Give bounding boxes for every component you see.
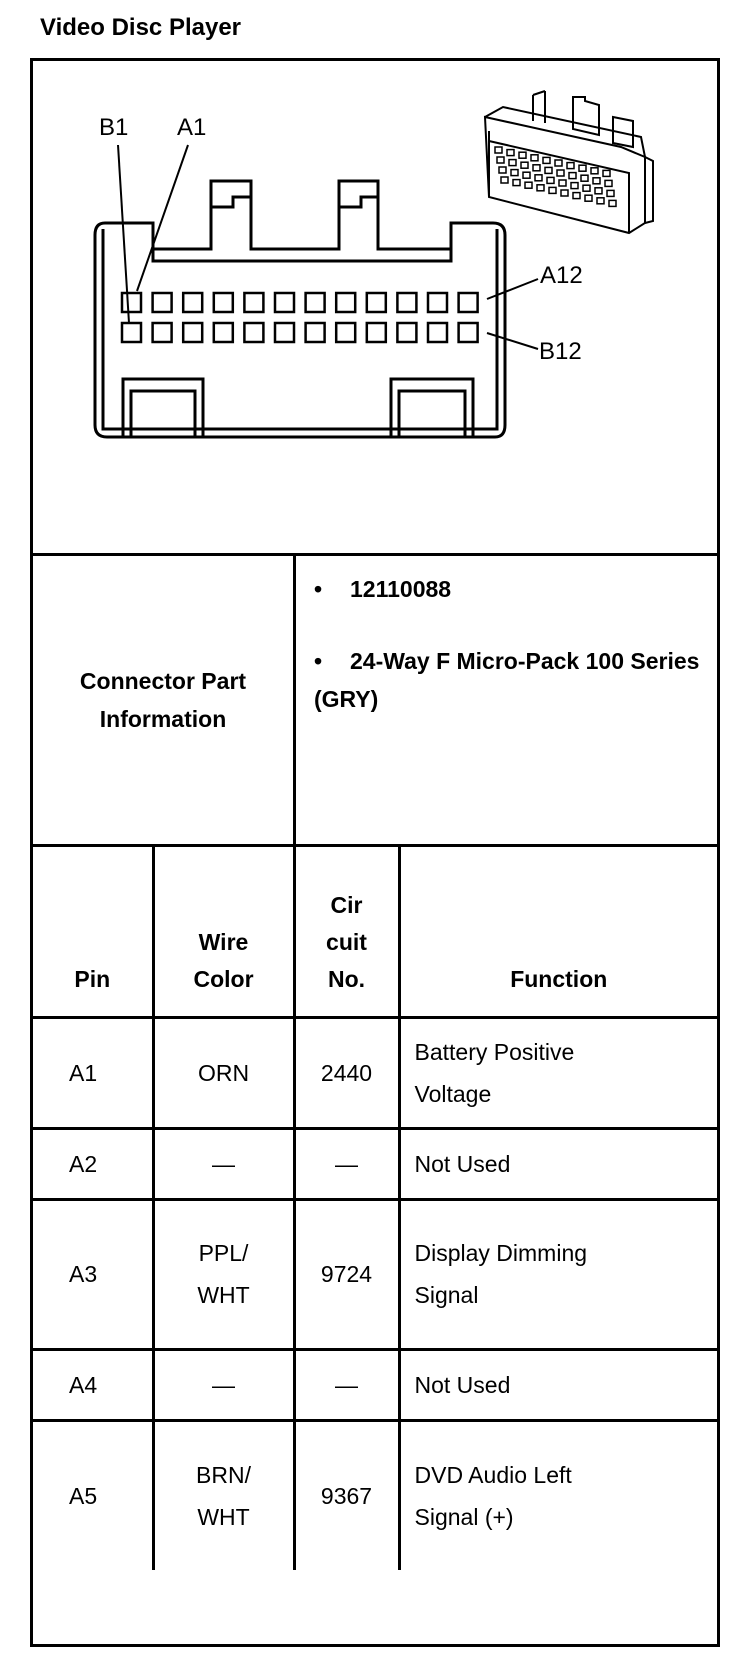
circuit-cell: — — [294, 1349, 399, 1420]
table-row — [33, 1349, 717, 1420]
perspective-pin — [559, 180, 566, 186]
housing-outline — [95, 181, 505, 437]
pin-cavity — [244, 323, 263, 342]
pin-cavity — [428, 323, 447, 342]
perspective-pin — [533, 165, 540, 171]
perspective-pin — [543, 157, 550, 163]
label-b1: B1 — [99, 114, 129, 141]
part-number-item — [314, 570, 704, 608]
pin-cavity — [153, 323, 172, 342]
perspective-pin — [591, 168, 598, 174]
pin-cavity — [183, 293, 202, 312]
leader-a1 — [137, 145, 188, 291]
pin-cavity — [214, 293, 233, 312]
perspective-pin — [605, 180, 612, 186]
pin-cavity — [153, 293, 172, 312]
bullet-dot: • — [314, 648, 323, 674]
connector-info-values-cell — [296, 556, 717, 844]
pin-cavity — [214, 323, 233, 342]
table-row — [33, 1199, 717, 1349]
perspective-pin — [497, 157, 504, 163]
wire-color-cell: ORN — [153, 1017, 294, 1128]
table-header-row — [33, 847, 717, 1017]
label-a1: A1 — [177, 114, 207, 141]
perspective-pin — [501, 177, 508, 183]
pin-cavity — [367, 293, 386, 312]
table-row — [33, 1017, 717, 1128]
header-function: Function — [399, 847, 717, 1017]
connector-face-drawing — [33, 61, 717, 553]
pin-cavity — [306, 323, 325, 342]
circuit-cell: 9367 — [294, 1420, 399, 1570]
circuit-cell: 2440 — [294, 1017, 399, 1128]
pin-cavity — [122, 323, 141, 342]
circuit-cell: — — [294, 1128, 399, 1199]
perspective-pin — [519, 152, 526, 158]
perspective-pin — [607, 190, 614, 196]
bullet-dot: • — [314, 576, 323, 602]
wire-color-cell: — — [153, 1349, 294, 1420]
perspective-pin — [603, 170, 610, 176]
function-cell: Not Used — [399, 1349, 717, 1420]
pin-cavity — [183, 323, 202, 342]
label-a12: A12 — [540, 262, 583, 289]
connector-description: 24-Way F Micro-Pack 100 Series (GRY) — [314, 648, 700, 712]
pin-cell: A3 — [33, 1199, 153, 1349]
perspective-pin — [583, 185, 590, 191]
pin-cavity — [336, 293, 355, 312]
header-pin: Pin — [33, 847, 153, 1017]
perspective-pin — [547, 177, 554, 183]
circuit-cell: 9724 — [294, 1199, 399, 1349]
perspective-pin — [571, 183, 578, 189]
pin-cavity — [122, 293, 141, 312]
perspective-pin — [555, 160, 562, 166]
connector-sheet — [30, 58, 720, 1647]
connector-info-row — [33, 556, 717, 847]
perspective-pin — [545, 167, 552, 173]
perspective-pin — [573, 193, 580, 199]
connector-info-label: Connector Part Information — [79, 668, 247, 732]
pin-cavity — [459, 323, 478, 342]
perspective-pin — [585, 195, 592, 201]
part-number: 12110088 — [350, 576, 452, 602]
perspective-pin — [531, 155, 538, 161]
perspective-pin — [495, 147, 502, 153]
pin-cavities — [122, 293, 478, 342]
pin-cavity — [459, 293, 478, 312]
pin-cavity — [306, 293, 325, 312]
pin-cavity — [336, 323, 355, 342]
pin-cell: A1 — [33, 1017, 153, 1128]
page-title: Video Disc Player — [40, 14, 241, 41]
perspective-pin — [581, 175, 588, 181]
leader-b1 — [118, 145, 129, 323]
pin-cavity — [275, 293, 294, 312]
wire-color-cell: — — [153, 1128, 294, 1199]
header-wire-color: Wire Color — [153, 847, 294, 1017]
wire-color-cell: PPL/ WHT — [153, 1199, 294, 1349]
perspective-pin — [561, 190, 568, 196]
label-b12: B12 — [539, 338, 582, 365]
perspective-pin — [593, 178, 600, 184]
pin-cavity — [367, 323, 386, 342]
connector-info-label-cell — [33, 556, 296, 844]
header-circuit-no: Cir cuit No. — [294, 847, 399, 1017]
perspective-pin — [597, 198, 604, 204]
pin-cell: A5 — [33, 1420, 153, 1570]
function-cell: Display Dimming Signal — [399, 1199, 717, 1349]
perspective-pin — [509, 160, 516, 166]
pin-cell: A4 — [33, 1349, 153, 1420]
perspective-pin — [595, 188, 602, 194]
perspective-pin — [499, 167, 506, 173]
rail-top — [153, 249, 451, 261]
table-row — [33, 1420, 717, 1570]
wire-color-cell: BRN/ WHT — [153, 1420, 294, 1570]
perspective-pin — [567, 163, 574, 169]
connector-diagram — [33, 61, 717, 556]
perspective-pin — [549, 187, 556, 193]
pin-cavity — [275, 323, 294, 342]
connector-description-item — [314, 642, 704, 718]
perspective-pin — [507, 150, 514, 156]
perspective-pin — [537, 185, 544, 191]
perspective-pin — [523, 172, 530, 178]
function-cell: Not Used — [399, 1128, 717, 1199]
leader-b12 — [487, 333, 538, 349]
perspective-pin — [609, 200, 616, 206]
pin-cavity — [397, 293, 416, 312]
pin-table — [33, 847, 717, 1570]
leader-a12 — [487, 279, 538, 299]
perspective-pin — [525, 182, 532, 188]
pin-cavity — [244, 293, 263, 312]
perspective-pin — [521, 162, 528, 168]
housing-inner — [103, 229, 497, 429]
perspective-pin — [569, 173, 576, 179]
function-cell: DVD Audio Left Signal (+) — [399, 1420, 717, 1570]
perspective-pin — [513, 180, 520, 186]
latch-left — [211, 181, 251, 207]
perspective-pin — [557, 170, 564, 176]
perspective-pin — [579, 165, 586, 171]
table-row — [33, 1128, 717, 1199]
function-cell: Battery Positive Voltage — [399, 1017, 717, 1128]
pin-cell: A2 — [33, 1128, 153, 1199]
pin-cavity — [428, 293, 447, 312]
pin-cavity — [397, 323, 416, 342]
perspective-pin — [511, 170, 518, 176]
latch-right — [339, 181, 378, 207]
perspective-pin — [535, 175, 542, 181]
